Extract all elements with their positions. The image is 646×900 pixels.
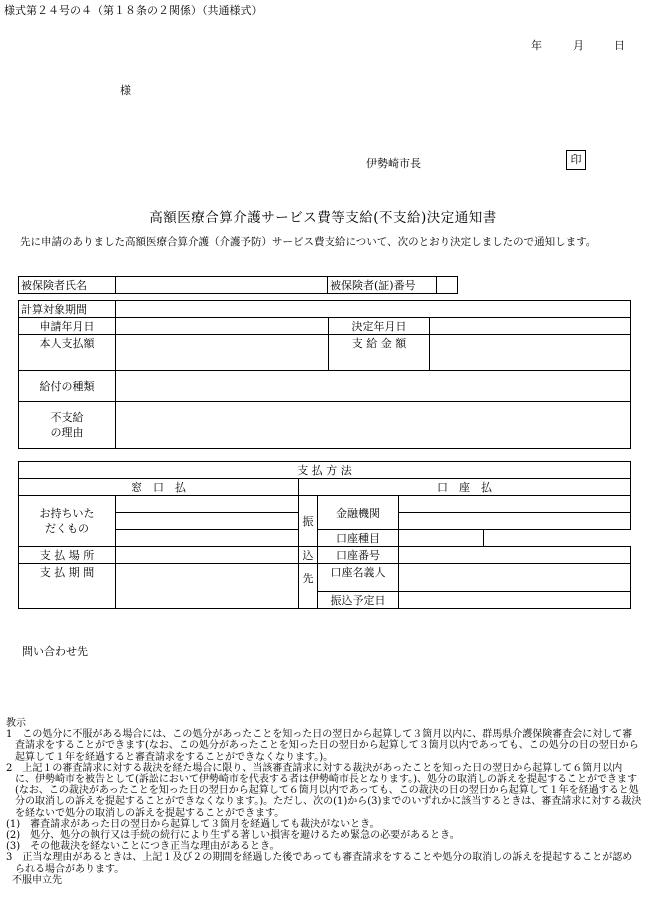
- account-holder-field[interactable]: [399, 564, 631, 592]
- payment-table: [18, 461, 631, 609]
- decision-date-label: 決定年月日: [329, 318, 430, 335]
- bring-items-label-line1: お持ちいた: [39, 507, 95, 520]
- date-month-label: 月: [573, 39, 584, 52]
- period-label: 計算対象期間: [19, 301, 116, 318]
- window-payment-label: 窓 口 払: [19, 479, 299, 496]
- instruction-sub-2: (2) 処分、処分の執行又は手続の続行により生ずる著しい損害を避けるため緊急の必要があるとき。: [6, 830, 460, 842]
- insured-name-label: 被保険者氏名: [19, 277, 116, 294]
- application-date-label: 申請年月日: [19, 318, 116, 335]
- bank-branch-field[interactable]: [399, 513, 631, 530]
- addressee-suffix: 様: [120, 84, 131, 97]
- bring-items-field-2[interactable]: [116, 513, 299, 530]
- form-number: 様式第２４号の４（第１８条の２関係）（共通様式）: [4, 4, 263, 17]
- intro-text: 先に申請のありました高額医療合算介護（介護予防）サービス費支給について、次のとおり決定しましたので通知します。: [20, 236, 597, 248]
- self-payment-label: 本人支払額: [19, 335, 116, 371]
- benefit-type-field[interactable]: [116, 371, 631, 402]
- instruction-item-3: 3 正当な理由があるときは、上記１及び２の期間を経過した後であっても審査請求をすることや処分の取消しの訴えを提起することが認められる場合があります。: [6, 852, 633, 875]
- bring-items-field-3[interactable]: [116, 530, 299, 547]
- payment-period-label: 支 払 期 間: [19, 564, 116, 609]
- account-number-field[interactable]: [399, 547, 631, 564]
- non-payment-reason-label-line1: 不支給: [50, 411, 84, 424]
- benefit-type-label: 給付の種類: [19, 371, 116, 402]
- bank-field[interactable]: [399, 496, 631, 513]
- bring-items-label-line2: だくもの: [45, 522, 89, 535]
- issuer-name: 伊勢崎市長: [366, 157, 421, 170]
- non-payment-reason-field[interactable]: [116, 402, 631, 449]
- instruction-item-1: 1 この処分に不服がある場合には、この処分があったことを知った日の翌日から起算して３箇月以内に、群馬県介護保険審査会に対して審査請求をすることができます(なお、この処分があったことを知った日の翌日から起算して３箇月以内であっても、この処分の日の翌日から起算して１年を経過すると審査請求をすることができなくなります。)。: [6, 729, 639, 763]
- transfer-date-field[interactable]: [399, 592, 631, 609]
- decision-date-field[interactable]: [430, 318, 631, 335]
- inquiry-label: 問い合わせ先: [22, 645, 88, 658]
- account-type-label: 口座種目: [318, 530, 399, 547]
- instructions-heading: 教示: [6, 718, 26, 729]
- instruction-item-2: 2 上記１の審査請求に対する裁決を経た場合に限り、当該審査請求に対する裁決があったことを知った日の翌日から起算して６箇月以内に、伊勢崎市を被告として(訴訟において伊勢崎市を代表する者は伊勢崎市長となります。)、処分の取消しの訴えを提起することができます(なお、この裁決があったことを知った日の翌日から起算して６箇月以内であっても、この裁決の日の翌日から起算して１年を経過すると処分の取消しの訴えを提起することができなくなります。)。ただし、次の(1)から(3)までのいずれかに該当するときは、審査請求に対する裁決を経ないで処分の取消しの訴えを提起することができます。: [6, 762, 642, 819]
- seal-mark: 印: [566, 150, 586, 170]
- account-payment-label: 口 座 払: [299, 479, 631, 496]
- transfer-date-label: 振込予定日: [318, 592, 399, 609]
- details-table: [18, 300, 631, 449]
- bring-items-field-1[interactable]: [116, 496, 299, 513]
- application-date-field[interactable]: [116, 318, 329, 335]
- insured-number-field[interactable]: [437, 277, 458, 294]
- document-title: 高額医療合算介護サービス費等支給(不支給)決定通知書: [149, 210, 497, 226]
- transfer-label-1: 振: [299, 496, 318, 547]
- payment-place-field[interactable]: [116, 547, 299, 564]
- payment-amount-field[interactable]: [430, 335, 631, 371]
- account-holder-label: 口座名義人: [318, 564, 399, 592]
- transfer-label-blank: [299, 592, 318, 609]
- account-type-blank: [484, 530, 631, 547]
- payment-amount-label: 支 給 金 額: [329, 335, 430, 371]
- bank-label: 金融機関: [318, 496, 399, 530]
- transfer-label-3: 先: [299, 564, 318, 592]
- payment-place-label: 支 払 場 所: [19, 547, 116, 564]
- transfer-label-2: 込: [299, 547, 318, 564]
- bring-items-label: [19, 496, 116, 547]
- date-day-label: 日: [614, 39, 625, 52]
- period-field[interactable]: [116, 301, 631, 318]
- date-year-label: 年: [531, 39, 542, 52]
- insured-number-label: 被保険者(証)番号: [328, 277, 437, 294]
- appeal-destination-label: 不服申立先: [12, 874, 62, 886]
- self-payment-field[interactable]: [116, 335, 329, 371]
- instruction-sub-3: (3) その他裁決を経ないことにつき正当な理由があるとき。: [6, 841, 280, 853]
- insured-table: [18, 276, 631, 294]
- payment-period-field[interactable]: [116, 564, 299, 609]
- non-payment-reason-label-line2: の理由: [50, 426, 84, 439]
- account-number-label: 口座番号: [318, 547, 399, 564]
- insured-name-field[interactable]: [116, 277, 328, 294]
- non-payment-reason-label: [19, 402, 116, 449]
- instruction-sub-1: (1) 審査請求があった日の翌日から起算して３箇月を経過しても裁決がないとき。: [6, 818, 380, 830]
- instructions: [6, 718, 642, 886]
- blank-cell: [458, 277, 632, 294]
- payment-method-label: 支 払 方 法: [19, 462, 631, 479]
- account-type-field[interactable]: [399, 530, 484, 547]
